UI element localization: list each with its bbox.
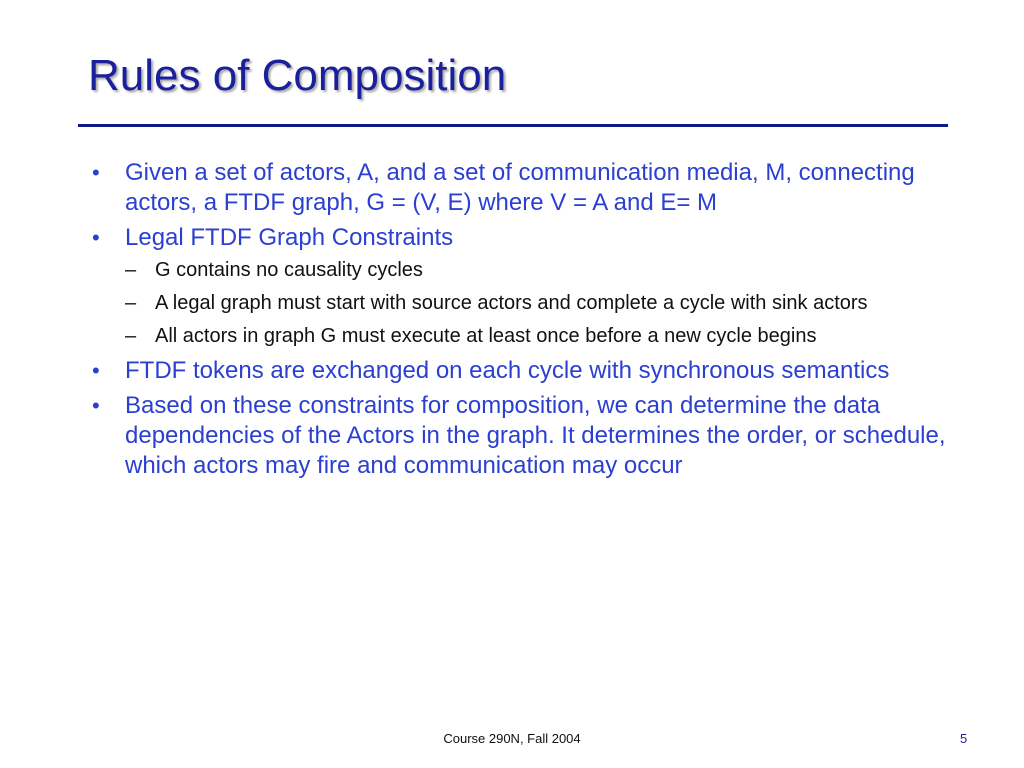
bullet-item	[92, 356, 952, 386]
bullet-marker: •	[92, 225, 100, 250]
page-number: 5	[960, 731, 968, 746]
title-divider	[78, 124, 948, 127]
bullet-marker: •	[92, 160, 100, 185]
bullet-item	[92, 391, 952, 481]
sub-bullet-list	[125, 257, 952, 349]
dash-marker: –	[125, 325, 137, 347]
bullet-list	[92, 158, 952, 481]
sub-bullet-text: All actors in graph G must execute at least once before a new cycle begins	[155, 325, 817, 347]
slide-footer: Course 290N, Fall 2004	[443, 731, 581, 746]
bullet-text: Based on these constraints for composition, we can determine the data dependencies of the Actors in the graph. It determines the order, or schedule, which actors may fire and communication may occur	[125, 392, 946, 479]
sub-bullet-text: G contains no causality cycles	[155, 259, 423, 281]
bullet-text: Given a set of actors, A, and a set of communication media, M, connecting actors, a FTDF graph, G = (V, E) where V = A and E= M	[125, 159, 915, 216]
slide-content	[92, 158, 952, 486]
bullet-text: FTDF tokens are exchanged on each cycle with synchronous semantics	[125, 357, 890, 384]
dash-marker: –	[125, 292, 137, 314]
bullet-item	[92, 158, 952, 218]
bullet-item	[92, 223, 952, 349]
bullet-marker: •	[92, 393, 100, 418]
sub-bullet-text: A legal graph must start with source actors and complete a cycle with sink actors	[155, 292, 868, 314]
dash-marker: –	[125, 259, 137, 281]
bullet-marker: •	[92, 358, 100, 383]
sub-bullet-item	[125, 290, 952, 316]
sub-bullet-item	[125, 257, 952, 283]
sub-bullet-item	[125, 323, 952, 349]
slide-title: Rules of Composition	[88, 51, 507, 100]
bullet-text: Legal FTDF Graph Constraints	[125, 224, 454, 251]
